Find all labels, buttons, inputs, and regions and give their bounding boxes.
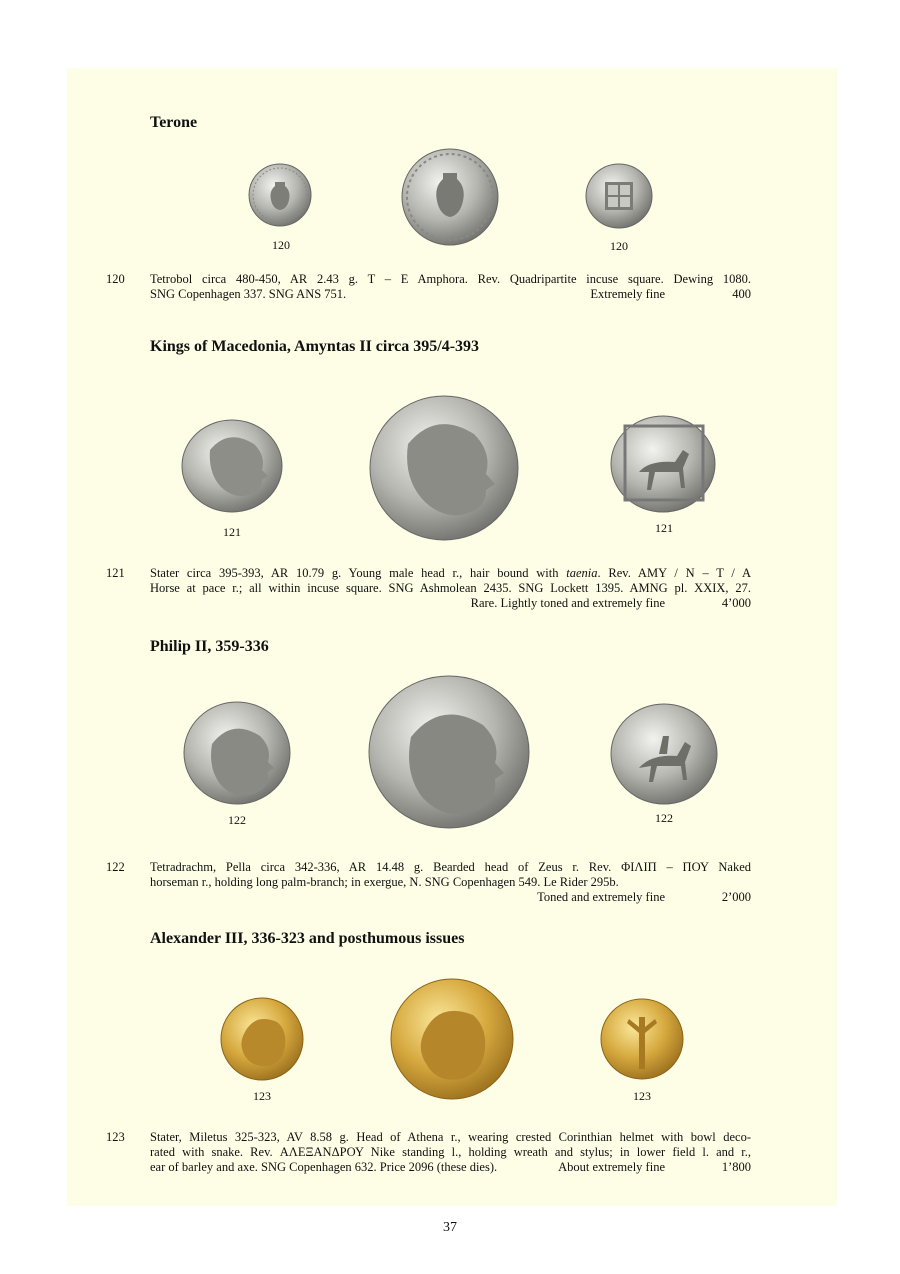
- coin-reverse-horse: [609, 412, 719, 516]
- coin-reverse-incuse-square: [585, 163, 653, 229]
- coin-obverse-athena-small: [219, 996, 305, 1082]
- desc-italic: taenia: [566, 566, 598, 580]
- section-heading-terone: Terone: [150, 114, 198, 131]
- desc-line: horseman r., holding long palm-branch; in exergue, N. SNG Copenhagen 549. Le Rider 295b.: [150, 875, 619, 889]
- lot-condition: About extremely fine: [558, 1160, 665, 1174]
- coin-caption: 122: [228, 813, 246, 827]
- lot-price: 2’000: [721, 890, 751, 904]
- desc-line: Stater, Miletus 325-323, AV 8.58 g. Head of Athena r., wearing crested Corinthian helmet with bowl deco-: [150, 1130, 751, 1144]
- coin-obverse-male-head-small: [180, 410, 286, 516]
- section-heading-amyntas: Kings of Macedonia, Amyntas II circa 395/4-393: [150, 338, 480, 355]
- section-heading-philip: Philip II, 359-336: [150, 638, 269, 655]
- coin-obverse-zeus-large: [367, 673, 531, 831]
- coin-caption: 120: [272, 238, 290, 252]
- desc-line: Tetrobol circa 480-450, AR 2.43 g. T – E Amphora. Rev. Quadripartite incuse square. Dewing 1080.: [150, 272, 751, 286]
- lot-number: 120: [106, 272, 125, 286]
- lot-number: 121: [106, 566, 125, 580]
- desc-line: Horse at pace r.; all within incuse square. SNG Ashmolean 2435. SNG Lockett 1395. AMNG pl. XXIX, 27.: [150, 581, 751, 595]
- lot-condition: Toned and extremely fine: [537, 890, 665, 904]
- page-number: 37: [443, 1220, 457, 1235]
- desc-line: rated with snake. Rev. ΑΛΕΞΑΝΔΡΟΥ Nike standing l., holding wreath and stylus; in lower field l. and r.,: [150, 1145, 751, 1159]
- coin-caption: 121: [655, 521, 673, 535]
- section-heading-alexander: Alexander III, 336-323 and posthumous issues: [150, 930, 465, 947]
- lot-price: 400: [732, 287, 751, 301]
- lot-description: [150, 860, 751, 905]
- lot-description: [150, 1130, 751, 1175]
- coin-reverse-horseman: [609, 702, 719, 806]
- lot-condition: Extremely fine: [590, 287, 665, 301]
- coin-obverse-athena-large: [389, 977, 515, 1101]
- coin-caption: 123: [633, 1089, 651, 1103]
- coin-obverse-zeus-small: [182, 700, 292, 806]
- coin-caption: 123: [253, 1089, 271, 1103]
- lot-number: 123: [106, 1130, 125, 1144]
- lot-description: [150, 566, 751, 611]
- lot-price: 1’800: [721, 1160, 751, 1174]
- coin-caption: 121: [223, 525, 241, 539]
- lot-number: 122: [106, 860, 125, 874]
- coin-obverse-amphora-small: [247, 162, 313, 228]
- lot-description: [150, 272, 751, 302]
- desc-line: SNG Copenhagen 337. SNG ANS 751.: [150, 287, 347, 301]
- desc-text: . Rev. AMY / N – T / A: [597, 566, 751, 580]
- coin-caption: 122: [655, 811, 673, 825]
- coin-caption: 120: [610, 239, 628, 253]
- desc-line: Tetradrachm, Pella circa 342-336, AR 14.48 g. Bearded head of Zeus r. Rev. ΦΙΛΙΠ – ΠΟΥ Naked: [150, 860, 751, 874]
- desc-line: ear of barley and axe. SNG Copenhagen 632. Price 2096 (these dies).: [150, 1160, 498, 1174]
- coin-obverse-amphora-large: [400, 147, 500, 247]
- lot-price: 4’000: [721, 596, 751, 610]
- coin-obverse-male-head-large: [368, 386, 524, 544]
- desc-text: Stater circa 395-393, AR 10.79 g. Young male head r., hair bound with: [150, 566, 567, 580]
- lot-condition: Rare. Lightly toned and extremely fine: [470, 596, 665, 610]
- desc-line: [150, 566, 751, 581]
- coin-reverse-nike: [599, 997, 685, 1081]
